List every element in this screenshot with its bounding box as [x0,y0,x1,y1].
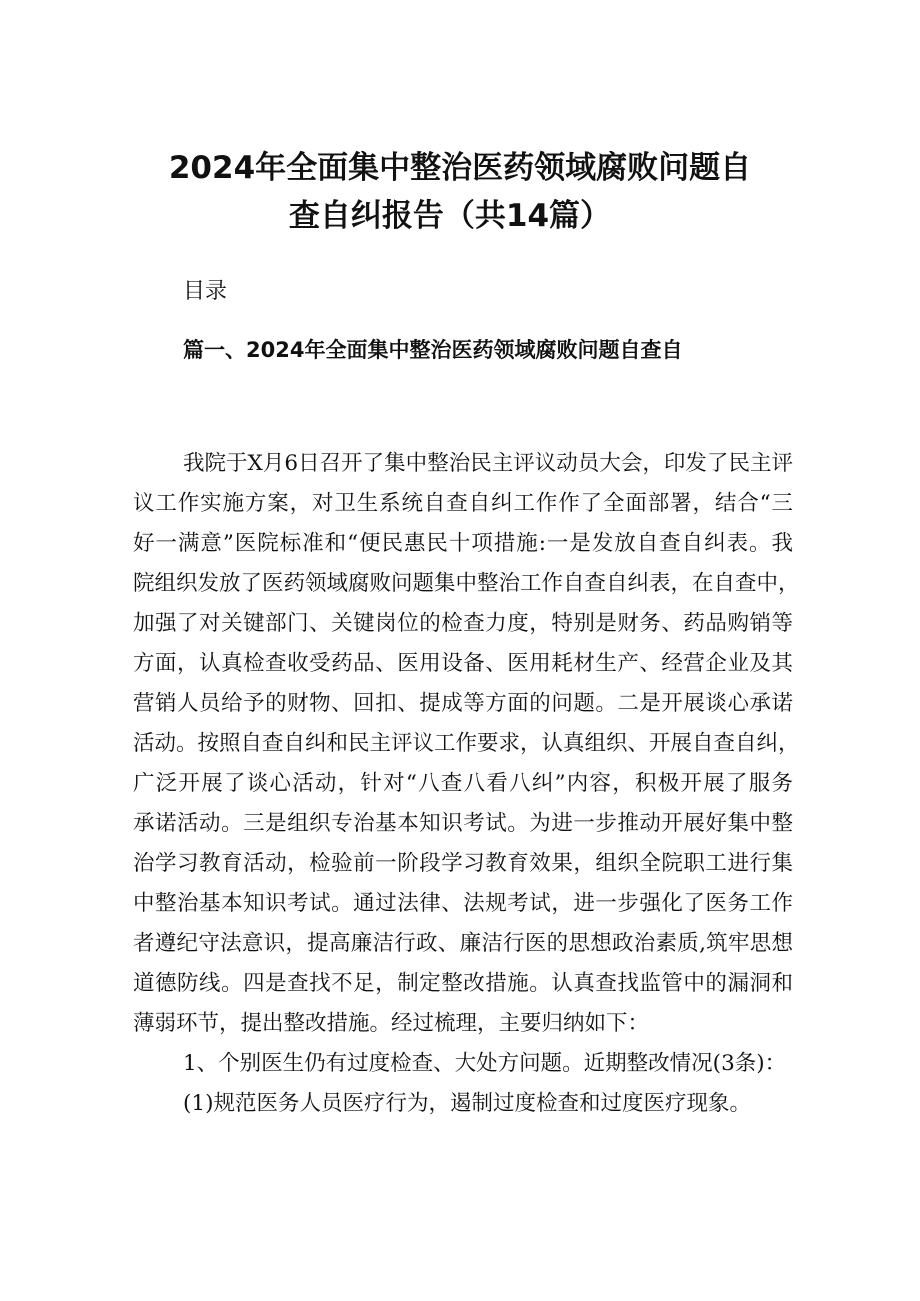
body-paragraph-line: 道德防线。四是查找不足，制定整改措施。认真查找监管中的漏洞和 [133,971,793,996]
body-paragraph-line: 议工作实施方案，对卫生系统自查自纠工作作了全面部署，结合“三 [133,491,793,516]
body-paragraph-line: 方面，认真检查收受药品、医用设备、医用耗材生产、经营企业及其 [133,651,793,676]
body-paragraph-line: 活动。按照自查自纠和民主评议工作要求，认真组织、开展自查自纠， [133,731,800,756]
body-paragraph-line: 院组织发放了医药领域腐败问题集中整治工作自查自纠表，在自查中， [133,571,800,596]
body-paragraph-line: 广泛开展了谈心活动，针对“八查八看八纠”内容，积极开展了服务 [133,771,793,796]
body-paragraph-line: 中整治基本知识考试。通过法律、法规考试，进一步强化了医务工作 [133,891,793,916]
body-paragraph-line: 加强了对关键部门、关键岗位的检查力度，特别是财务、药品购销等 [133,611,793,636]
list-item: 1、个别医生仍有过度检查、大处方问题。近期整改情况(3条)： [183,1051,787,1076]
body-paragraph-line: 营销人员给予的财物、回扣、提成等方面的问题。二是开展谈心承诺 [133,691,793,716]
body-paragraph-line: 者遵纪守法意识，提高廉洁行政、廉洁行医的思想政治素质,筑牢思想 [133,931,793,956]
toc-heading: 目录 [183,279,228,304]
body-paragraph-line: 承诺活动。三是组织专治基本知识考试。为进一步推动开展好集中整 [133,811,793,836]
body-paragraph-line: 我院于X月6日召开了集中整治民主评议动员大会，印发了民主评 [183,451,793,476]
body-paragraph-line: 治学习教育活动，检验前一阶段学习教育效果，组织全院职工进行集 [133,851,793,876]
body-paragraph-line: 薄弱环节，提出整改措施。经过梳理，主要归纳如下： [133,1011,650,1036]
body-paragraph-line: 好一满意”医院标准和“便民惠民十项措施:一是发放自查自纠表。我 [133,531,793,556]
document-title-line-2: 查自纠报告（共14篇） [288,198,612,234]
document-title-line-1: 2024年全面集中整治医药领域腐败问题自 [168,150,752,186]
list-sub-item: (1)规范医务人员医疗行为，遏制过度检查和过度医疗现象。 [183,1091,751,1116]
toc-item[interactable]: 篇一、2024年全面集中整治医药领域腐败问题自查自 [183,338,683,362]
